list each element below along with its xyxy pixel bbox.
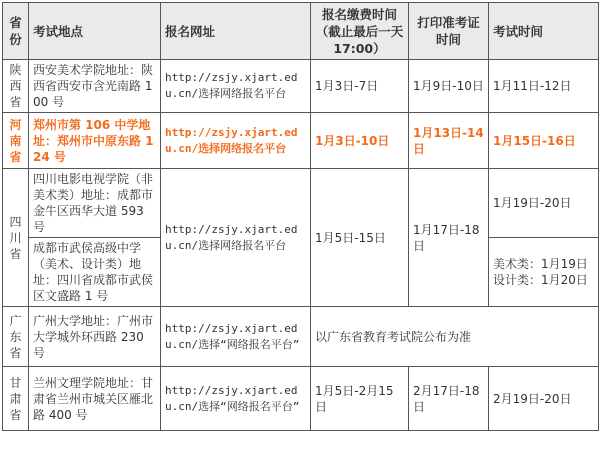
- print-time-cell: 2月17日-18日: [409, 367, 489, 431]
- fee-time-cell: 1月5日-15日: [311, 169, 409, 307]
- header-fee-time: 报名缴费时间（截止最后一天 17:00）: [311, 3, 409, 60]
- province-cell: 甘肃省: [3, 367, 29, 431]
- print-time-cell: 1月9日-10日: [409, 60, 489, 113]
- province-cell: 广东省: [3, 307, 29, 367]
- header-province: 省份: [3, 3, 29, 60]
- header-location: 考试地点: [29, 3, 161, 60]
- url-cell: http://zsjy.xjart.edu.cn/选择“网络报名平台”: [161, 307, 311, 367]
- table-row-shaanxi: [3, 60, 599, 113]
- exam-time-cell: 1月11日-12日: [489, 60, 599, 113]
- header-print-time: 打印准考证时间: [409, 3, 489, 60]
- url-cell: http://zsjy.xjart.edu.cn/选择网络报名平台: [161, 169, 311, 307]
- province-cell: 四川省: [3, 169, 29, 307]
- header-url: 报名网址: [161, 3, 311, 60]
- url-cell: http://zsjy.xjart.edu.cn/选择“网络报名平台”: [161, 367, 311, 431]
- exam-time-cell: 美术类：1月19日设计类：1月20日: [489, 238, 599, 307]
- location-cell: 广州大学地址：广州市大学城外环西路 230 号: [29, 307, 161, 367]
- table-row-sichuan-1: [3, 169, 599, 238]
- exam-time-cell: 2月19日-20日: [489, 367, 599, 431]
- location-cell: 郑州市第 106 中学地址：郑州市中原东路 124 号: [29, 113, 161, 169]
- fee-time-cell: 1月3日-10日: [311, 113, 409, 169]
- exam-time-cell: 1月19日-20日: [489, 169, 599, 238]
- table-row-gansu: [3, 367, 599, 431]
- location-cell: 成都市武侯高级中学（美术、设计类）地址：四川省成都市武侯区文盛路 1 号: [29, 238, 161, 307]
- header-exam-time: 考试时间: [489, 3, 599, 60]
- table-row-guangdong: [3, 307, 599, 367]
- fee-time-cell: 1月3日-7日: [311, 60, 409, 113]
- print-time-cell: 1月13日-14日: [409, 113, 489, 169]
- location-cell: 四川电影电视学院（非美术类）地址：成都市金牛区西华大道 593 号: [29, 169, 161, 238]
- header-row: [3, 3, 599, 60]
- url-cell: http://zsjy.xjart.edu.cn/选择网络报名平台: [161, 113, 311, 169]
- location-cell: 西安美术学院地址：陕西省西安市含光南路 100 号: [29, 60, 161, 113]
- print-time-cell: 1月17日-18日: [409, 169, 489, 307]
- note-cell: 以广东省教育考试院公布为准: [311, 307, 599, 367]
- province-cell: 陕西省: [3, 60, 29, 113]
- table-row-henan: [3, 113, 599, 169]
- province-cell: 河南省: [3, 113, 29, 169]
- url-cell: http://zsjy.xjart.edu.cn/选择网络报名平台: [161, 60, 311, 113]
- fee-time-cell: 1月5日-2月15日: [311, 367, 409, 431]
- exam-time-cell: 1月15日-16日: [489, 113, 599, 169]
- location-cell: 兰州文理学院地址：甘肃省兰州市城关区雁北路 400 号: [29, 367, 161, 431]
- exam-schedule-table: [2, 2, 599, 431]
